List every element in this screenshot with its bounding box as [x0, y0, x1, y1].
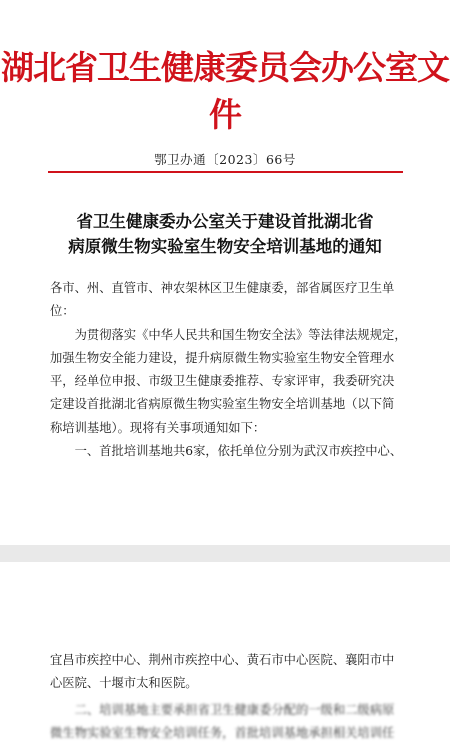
body-line: 为贯彻落实《中华人民共和国生物安全法》等法律法规规定， [50, 328, 407, 342]
blurred-body-line: 二、培训基地主要承担省卫生健康委分配的一级和二级病原 [50, 703, 395, 717]
body-line: 定建设首批湖北省病原微生物实验室生物安全培训基地（以下简 [50, 397, 395, 411]
body-line: 加强生物安全能力建设，提升病原微生物实验室生物安全管理水 [50, 351, 395, 365]
notice-title-line-2: 病原微生物实验室生物安全培训基地的通知 [68, 237, 382, 256]
body-line: 宜昌市疾控中心、荆州市疾控中心、黄石市中心医院、襄阳市中 [50, 653, 395, 667]
document-page-2 [0, 562, 450, 746]
recipients-line-1: 各市、州、直管市、神农架林区卫生健康委，部省属医疗卫生单 [50, 281, 395, 295]
body-line: 称培训基地）。现将有关事项通知如下： [50, 421, 266, 435]
body-line: 一、首批培训基地共6家，依托单位分别为武汉市疾控中心、 [50, 444, 403, 458]
page-gap [0, 545, 450, 562]
body-line: 心医院、十堰市太和医院。 [50, 676, 198, 690]
document-number: 鄂卫办通〔2023〕66号 [154, 152, 296, 167]
body-line: 平，经单位申报、市级卫生健康委推荐、专家评审，我委研究决 [50, 374, 395, 388]
blurred-body-line: 微生物实验室生物安全培训任务，首批培训基地承担相关培训任 [50, 726, 395, 740]
notice-title-line-1: 省卫生健康委办公室关于建设首批湖北省 [76, 212, 374, 231]
recipients-line-2: 位： [50, 304, 75, 318]
red-header-title: 湖北省卫生健康委员会办公室文件 [1, 48, 449, 134]
red-divider-line [48, 171, 403, 173]
